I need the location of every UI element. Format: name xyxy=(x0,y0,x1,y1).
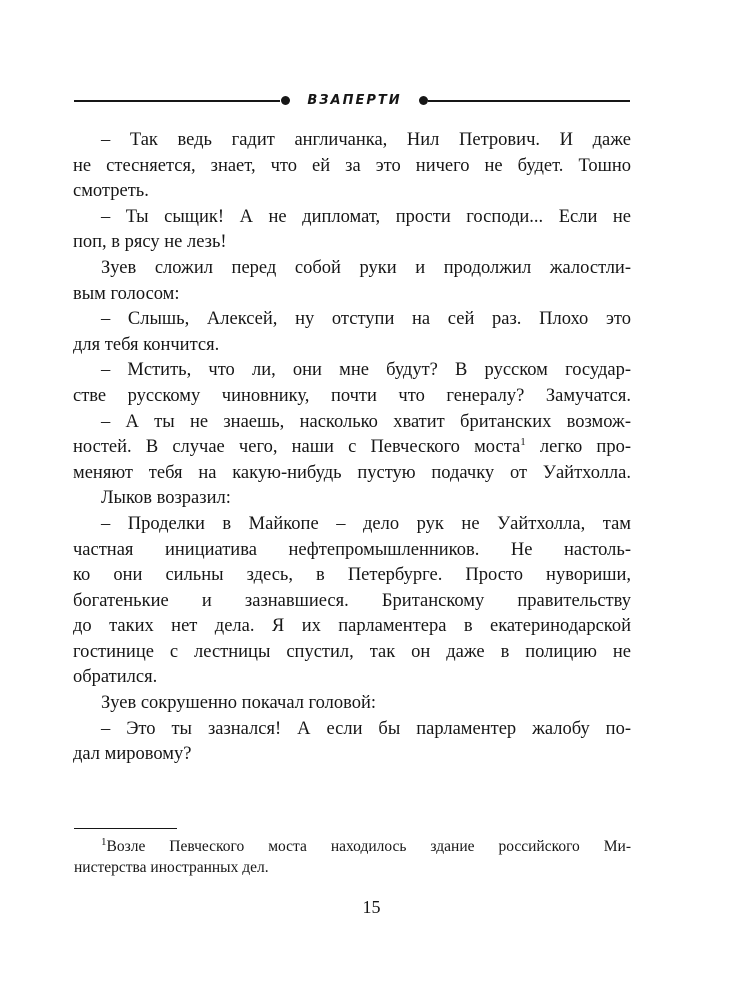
text-line: вым голосом: xyxy=(73,283,180,304)
text-line: Зуев сложил перед собой руки и продолжил жалостли- xyxy=(101,257,631,278)
header-rule-right xyxy=(428,100,630,102)
paragraph xyxy=(73,128,631,205)
text-line: – Проделки в Майкопе – дело рук не Уайтхолла, там xyxy=(101,513,631,534)
text-fragment: легко про- xyxy=(525,437,631,458)
text-line: стве русскому чиновнику, почти что генералу? Замучатся. xyxy=(73,385,631,406)
footnote-text: Возле Певческого моста находилось здание российского Ми- xyxy=(106,838,631,855)
footnote-line xyxy=(101,836,631,857)
body-text xyxy=(73,128,631,768)
paragraph xyxy=(73,307,631,358)
text-line: ко они сильны здесь, в Петербурге. Просто нувориши, xyxy=(73,565,631,586)
text-line-with-footnote xyxy=(73,435,631,461)
running-title: ВЗАПЕРТИ xyxy=(307,93,402,108)
text-fragment: ностей. В случае чего, наши с Певческого моста xyxy=(73,437,521,458)
header-bullet-left xyxy=(281,96,290,105)
text-line: – Так ведь гадит англичанка, Нил Петрович. И даже xyxy=(101,130,631,150)
text-line: гостинице с лестницы спустил, так он даже в полицию не xyxy=(73,641,631,662)
text-line: не стесняется, знает, что ей за это ничего не будет. Тошно xyxy=(73,155,631,176)
footnote-number: 1 xyxy=(101,835,107,848)
text-line: Зуев сокрушенно покачал головой: xyxy=(101,693,377,714)
text-line: – Слышь, Алексей, ну отступи на сей раз. Плохо это xyxy=(101,309,631,330)
paragraph xyxy=(73,205,631,256)
footnote-separator xyxy=(74,828,177,829)
text-line: до таких нет дела. Я их парламентера в екатеринодарской xyxy=(73,616,631,637)
footnote xyxy=(74,835,631,878)
paragraph xyxy=(73,717,631,768)
text-line: поп, в рясу не лезь! xyxy=(73,232,227,253)
running-header xyxy=(74,92,630,110)
text-line: для тебя кончится. xyxy=(73,334,220,355)
text-line: – Мстить, что ли, они мне будут? В русском государ- xyxy=(101,360,631,381)
paragraph xyxy=(73,358,631,409)
header-rule-left xyxy=(74,100,280,102)
text-line: Лыков возразил: xyxy=(101,488,231,509)
text-line: дал мировому? xyxy=(73,744,192,765)
text-line: – Ты сыщик! А не дипломат, прости господи... Если не xyxy=(101,206,631,227)
text-line: – А ты не знаешь, насколько хватит британских возмож- xyxy=(101,411,631,432)
page-number: 15 xyxy=(362,897,381,917)
paragraph xyxy=(101,486,631,512)
text-line: обратился. xyxy=(73,667,158,688)
footnote-marker[interactable]: 1 xyxy=(520,435,526,448)
footnote-line: нистерства иностранных дел. xyxy=(74,859,269,876)
header-bullet-right xyxy=(419,96,428,105)
paragraph xyxy=(73,512,631,691)
text-line: богатенькие и зазнавшиеся. Британскому правительству xyxy=(73,590,631,611)
text-line: частная инициатива нефтепромышленников. Не настоль- xyxy=(73,539,631,560)
paragraph xyxy=(73,256,631,307)
text-line: меняют тебя на какую-нибудь пустую подачку от Уайтхолла. xyxy=(73,462,631,483)
paragraph xyxy=(73,410,631,487)
paragraph xyxy=(101,691,631,717)
text-line: смотреть. xyxy=(73,181,149,202)
text-line: – Это ты зазнался! А если бы парламентер жалобу по- xyxy=(101,718,631,739)
